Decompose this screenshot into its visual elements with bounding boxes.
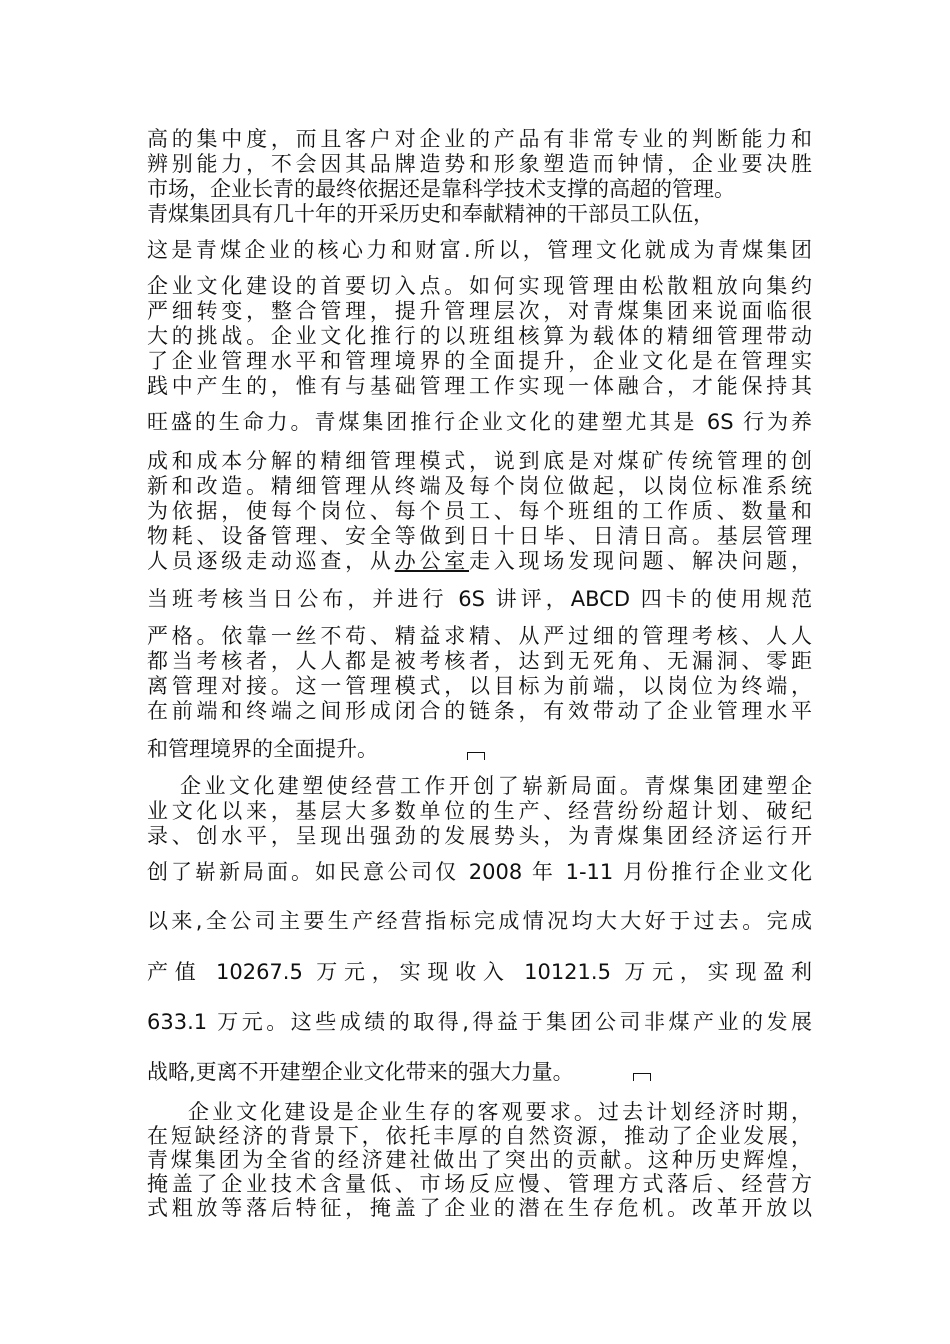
paragraph-line: 这是青煤企业的核心力和财富.所以，管理文化就成为青煤集团 [147,238,812,262]
paragraph-line: 高的集中度，而且客户对企业的产品有非常专业的判断能力和 [147,127,812,151]
paragraph-line: 以来,全公司主要生产经营指标完成情况均大大好于过去。完成 [147,909,812,933]
paragraph-line: 辨别能力，不会因其品牌造势和形象塑造而钟情，企业要决胜 [147,152,812,176]
paragraph-mark-icon [467,752,485,760]
paragraph-line: 成和成本分解的精细管理模式，说到底是对煤矿传统管理的创 [147,449,812,473]
paragraph-line: 企业文化建设是企业生存的客观要求。过去计划经济时期， [188,1100,812,1124]
paragraph-line: 企业文化建设的首要切入点。如何实现管理由松散粗放向集约 [147,274,812,298]
paragraph-line: 践中产生的，惟有与基础管理工作实现一体融合，才能保持其 [147,374,812,398]
paragraph-line: 旺盛的生命力。青煤集团推行企业文化的建塑尤其是 6S 行为养 [147,410,812,434]
paragraph-line: 企业文化建塑使经营工作开创了崭新局面。青煤集团建塑企 [180,774,812,798]
paragraph-line: 物耗、设备管理、安全等做到日十日毕、日清日高。基层管理 [147,524,812,548]
paragraph-line: 新和改造。精细管理从终端及每个岗位做起，以岗位标准系统 [147,474,812,498]
office-link[interactable]: 办公室 [394,549,470,573]
paragraph-line: 产值 10267.5 万元，实现收入 10121.5 万元，实现盈利 [147,960,812,984]
paragraph-line [147,549,812,573]
paragraph-line: 业文化以来，基层大多数单位的生产、经营纷纷超计划、破纪 [147,799,812,823]
paragraph-mark-icon [633,1073,651,1081]
paragraph-line: 在短缺经济的背景下，依托丰厚的自然资源，推动了企业发展， [147,1124,812,1148]
paragraph-line: 战略,更离不开建塑企业文化带来的强大力量。 [147,1060,574,1084]
paragraph-line: 在前端和终端之间形成闭合的链条，有效带动了企业管理水平 [147,699,812,723]
paragraph-line: 当班考核当日公布，并进行 6S 讲评，ABCD 四卡的使用规范 [147,587,812,611]
paragraph-line: 633.1 万元。这些成绩的取得,得益于集团公司非煤产业的发展 [147,1010,812,1034]
paragraph-line: 都当考核者，人人都是被考核者，达到无死角、无漏洞、零距 [147,649,812,673]
paragraph-line: 严格。依靠一丝不苟、精益求精、从严过细的管理考核、人人 [147,624,812,648]
paragraph-line: 掩盖了企业技术含量低、市场反应慢、管理方式落后、经营方 [147,1172,812,1196]
paragraph-line: 市场，企业长青的最终依据还是靠科学技术支撑的高超的管理。 [147,177,735,201]
paragraph-line: 录、创水平，呈现出强劲的发展势头，为青煤集团经济运行开 [147,824,812,848]
paragraph-line: 青煤集团为全省的经济建社做出了突出的贡献。这种历史辉煌， [147,1148,812,1172]
line-text: 人员逐级走动巡查，从 [147,549,395,573]
paragraph-line: 式粗放等落后特征，掩盖了企业的潜在生存危机。改革开放以 [147,1196,812,1220]
paragraph-line: 创了崭新局面。如民意公司仅 2008 年 1-11 月份推行企业文化 [147,860,812,884]
paragraph-line: 大的挑战。企业文化推行的以班组核算为载体的精细管理带动 [147,324,812,348]
paragraph-line: 离管理对接。这一管理模式，以目标为前端，以岗位为终端， [147,674,812,698]
paragraph-line: 青煤集团具有几十年的开采历史和奉献精神的干部员工队伍， [147,202,714,226]
line-text: 走入现场发现问题、解决问题， [469,549,812,573]
paragraph-line: 和管理境界的全面提升。 [147,737,378,761]
paragraph-line: 为依据，使每个岗位、每个员工、每个班组的工作质、数量和 [147,499,812,523]
paragraph-line: 严细转变，整合管理，提升管理层次，对青煤集团来说面临很 [147,299,812,323]
paragraph-line: 了企业管理水平和管理境界的全面提升，企业文化是在管理实 [147,349,812,373]
